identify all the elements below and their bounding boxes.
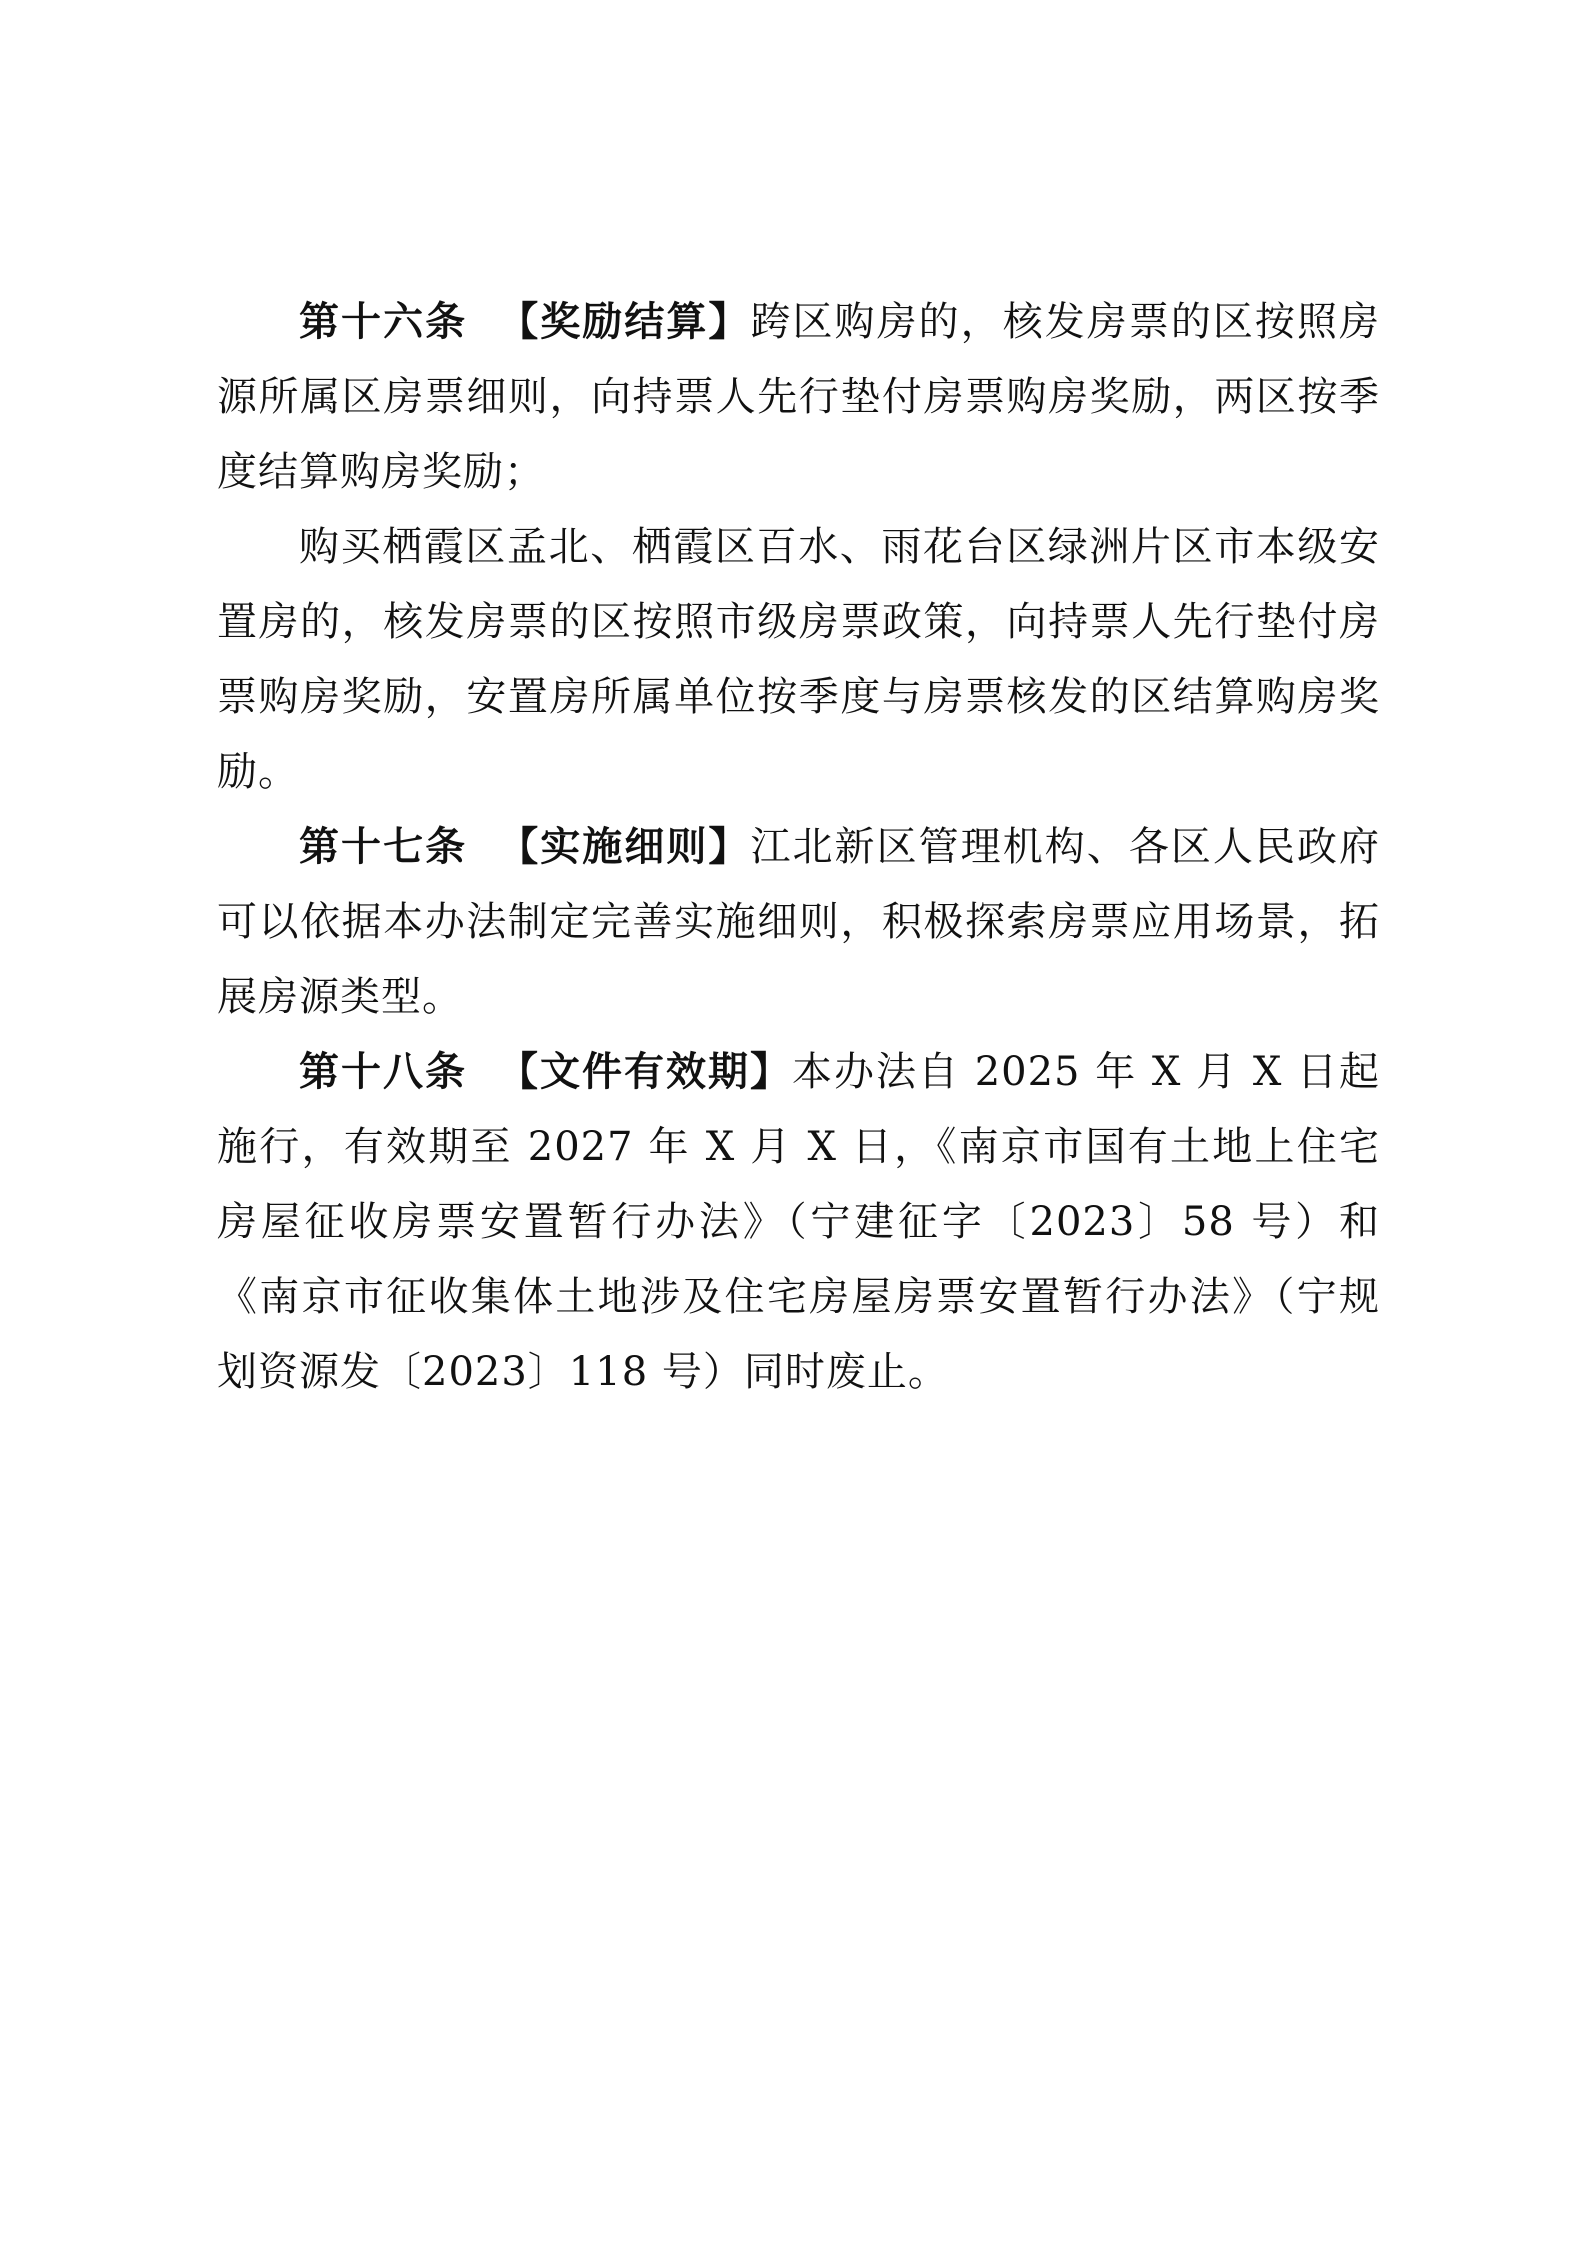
article-16-text: 跨区购房的，核发房票的区按照房源所属区房票细则，向持票人先行垫付房票购房奖励，两区按季度结算购房奖励； xyxy=(217,299,1381,495)
article-17-heading: 【实施细则】 xyxy=(497,824,751,870)
article-17-text: 江北新区管理机构、各区人民政府可以依据本办法制定完善实施细则，积极探索房票应用场景，拓展房源类型。 xyxy=(217,824,1381,1020)
article-17-paragraph xyxy=(217,810,1380,1035)
article-16-number: 第十六条 xyxy=(299,299,468,345)
article-16-paragraph xyxy=(217,285,1380,510)
article-17-number: 第十七条 xyxy=(299,824,468,870)
article-16-paragraph-2 xyxy=(217,510,1380,810)
article-18-paragraph xyxy=(217,1035,1380,1410)
article-18-number: 第十八条 xyxy=(299,1049,467,1095)
article-18-heading: 【文件有效期】 xyxy=(497,1049,792,1095)
article-18-text: 本办法自 2025 年 X 月 X 日起施行，有效期至 2027 年 X 月 X 日，《南京市国有土地上住宅房屋征收房票安置暂行办法》（宁建征字〔2023〕58 号）和《南京市征收集体土地涉及住宅房屋房票安置暂行办法》（宁规划资源发〔2023〕118 号）同时废止。 xyxy=(217,1049,1381,1395)
document-body xyxy=(217,285,1380,1410)
article-16-heading: 【奖励结算】 xyxy=(497,299,751,345)
article-16-text-2: 购买栖霞区孟北、栖霞区百水、雨花台区绿洲片区市本级安置房的，核发房票的区按照市级房票政策，向持票人先行垫付房票购房奖励，安置房所属单位按季度与房票核发的区结算购房奖励。 xyxy=(217,524,1380,795)
